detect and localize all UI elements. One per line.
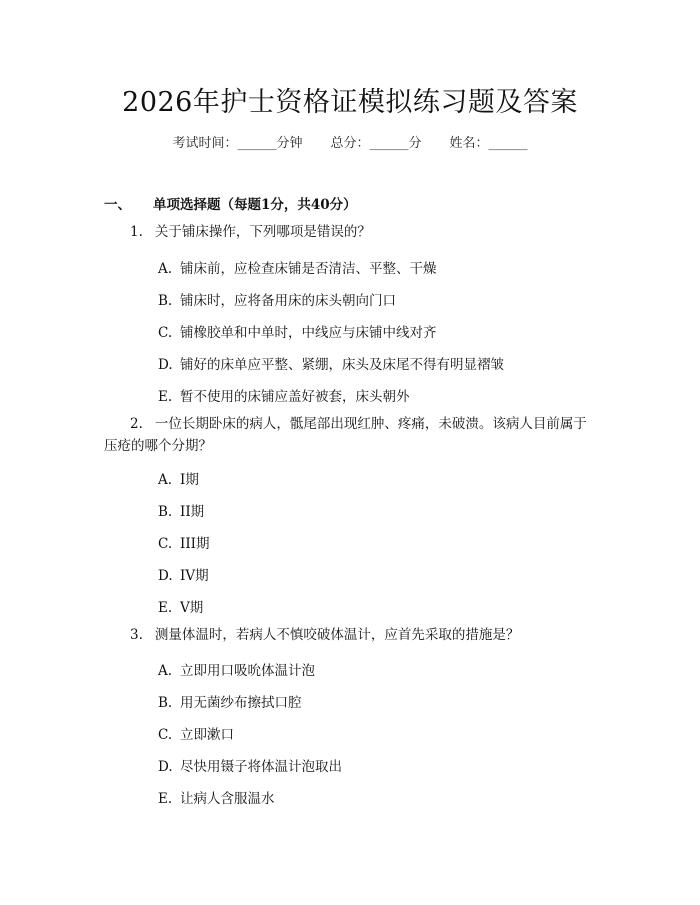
exam-time-field: 考试时间：______分钟 — [172, 136, 303, 151]
option-3e — [158, 787, 275, 807]
option-letter: B. — [158, 293, 173, 309]
section-title: 单项选择题（每题1分，共40分） — [153, 197, 357, 213]
option-text: II期 — [180, 504, 205, 520]
option-letter: E. — [158, 600, 173, 616]
option-1a — [158, 257, 437, 277]
option-2d — [158, 564, 209, 584]
option-text: 立即漱口 — [180, 727, 234, 743]
option-1e — [158, 385, 410, 405]
option-2b — [158, 500, 204, 520]
question-number: 1. — [130, 224, 143, 240]
option-letter: B. — [158, 695, 173, 711]
option-text: I期 — [180, 472, 199, 488]
option-text: 铺好的床单应平整、紧绷，床头及床尾不得有明显褶皱 — [180, 357, 504, 373]
question-text-continued: 压疮的哪个分期？ — [104, 438, 212, 454]
question-text: 关于铺床操作，下列哪项是错误的？ — [154, 224, 371, 240]
option-text: 铺橡胶单和中单时，中线应与床铺中线对齐 — [180, 325, 437, 341]
section-heading — [104, 193, 357, 213]
option-text: 尽快用镊子将体温计泡取出 — [180, 759, 342, 775]
option-letter: E. — [158, 389, 173, 405]
option-1c — [158, 321, 437, 341]
section-number: 一、 — [104, 197, 131, 213]
option-text: 暂不使用的床铺应盖好被套，床头朝外 — [180, 389, 410, 405]
question-1 — [130, 221, 371, 243]
question-3 — [130, 624, 519, 646]
option-text: 让病人含服温水 — [180, 791, 275, 807]
option-text: 用无菌纱布擦拭口腔 — [180, 695, 302, 711]
exam-meta — [0, 132, 700, 151]
option-letter: D. — [158, 357, 173, 373]
question-2-line-1 — [130, 413, 587, 435]
name-field: 姓名：______ — [449, 136, 528, 151]
option-letter: A. — [158, 472, 173, 488]
option-2e — [158, 596, 203, 616]
option-letter: C. — [158, 325, 173, 341]
option-text: 铺床前，应检查床铺是否清洁、平整、干燥 — [180, 261, 437, 277]
option-letter: A. — [158, 663, 173, 679]
option-letter: C. — [158, 727, 173, 743]
option-1d — [158, 353, 504, 373]
option-letter: A. — [158, 261, 173, 277]
option-2c — [158, 532, 210, 552]
question-text: 一位长期卧床的病人，骶尾部出现红肿、疼痛，未破溃。该病人目前属于 — [154, 416, 587, 432]
option-letter: B. — [158, 504, 173, 520]
option-1b — [158, 289, 396, 309]
option-3d — [158, 755, 342, 775]
option-letter: C. — [158, 536, 173, 552]
option-3b — [158, 691, 302, 711]
option-3a — [158, 659, 315, 679]
option-letter: D. — [158, 759, 173, 775]
total-score-field: 总分：______分 — [330, 136, 422, 151]
option-2a — [158, 468, 199, 488]
option-text: IV期 — [180, 568, 209, 584]
option-letter: E. — [158, 791, 173, 807]
question-2-line-2 — [104, 435, 212, 457]
option-text: III期 — [180, 536, 210, 552]
option-text: V期 — [180, 600, 204, 616]
option-3c — [158, 723, 234, 743]
question-text: 测量体温时，若病人不慎咬破体温计，应首先采取的措施是？ — [154, 627, 520, 643]
option-text: 铺床时，应将备用床的床头朝向门口 — [180, 293, 396, 309]
option-text: 立即用口吸吮体温计泡 — [180, 663, 315, 679]
question-number: 3. — [130, 627, 143, 643]
document-title: 2026年护士资格证模拟练习题及答案 — [122, 87, 578, 118]
question-number: 2. — [130, 416, 143, 432]
option-letter: D. — [158, 568, 173, 584]
